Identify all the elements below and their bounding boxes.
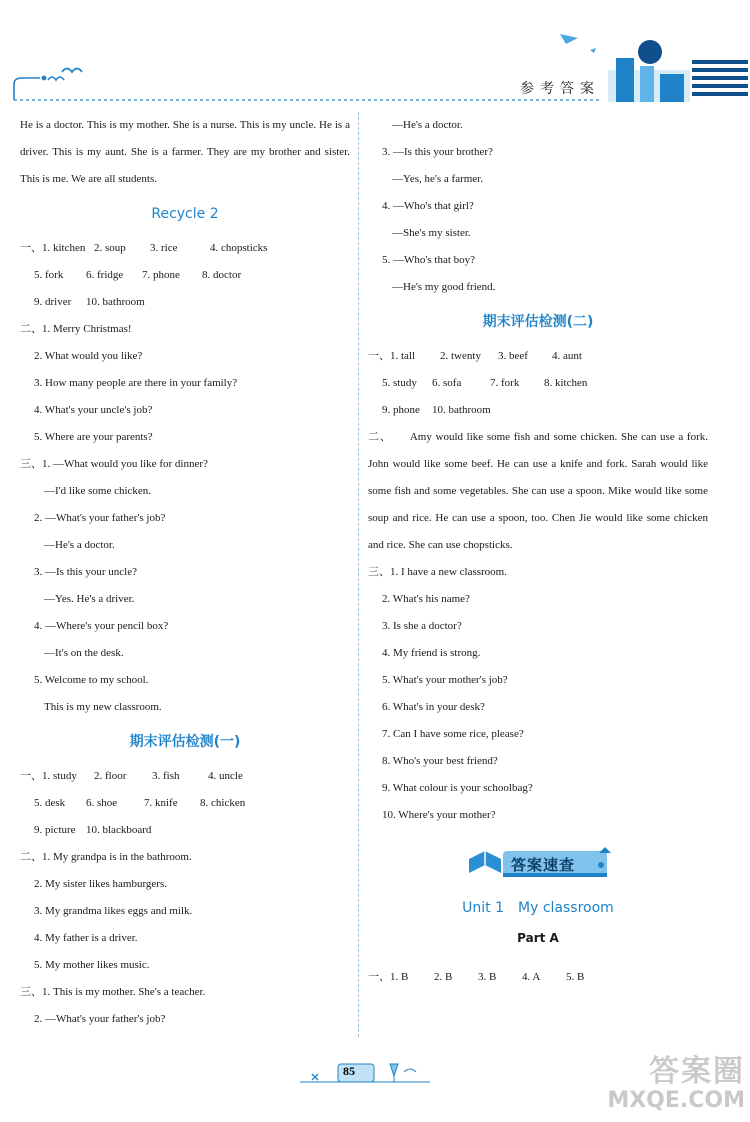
answer-text: 1. This is my mother. She's a teacher.	[42, 986, 206, 998]
answer-row	[20, 817, 350, 844]
answer-line: 3. Is she a doctor?	[382, 620, 462, 632]
answer-line: 5. Where are your parents?	[34, 431, 153, 443]
answer-text: Amy would like some fish and some chicken. She can use a fork. John would like some beef. He can use a knife and fork. Sarah would like some fish and some vegetables. She can use a spoon. Mike would like some soup and rice. He can use a spoon, too. Chen Jie would like some chicken and rice. She can use chopsticks.	[368, 431, 709, 551]
answer-item: 5. desk	[34, 797, 66, 809]
answer-line: 5. Welcome to my school.	[34, 674, 149, 686]
answer-item: 1. B	[390, 971, 409, 983]
answer-text: 1. I have a new classroom.	[390, 566, 507, 578]
left-column	[20, 112, 350, 1033]
answer-line: 8. Who's your best friend?	[382, 755, 498, 767]
watermark	[595, 1055, 745, 1117]
answer-line: 2. What would you like?	[34, 350, 143, 362]
answer-item: 9. driver	[34, 296, 72, 308]
watermark-top: 答案圈	[649, 1054, 745, 1089]
answer-row	[20, 235, 350, 262]
section-marker: 二、	[20, 323, 42, 335]
answer-item: 5. study	[382, 377, 417, 389]
answer-item: 5. fork	[34, 269, 64, 281]
answer-line: 2. What's his name?	[382, 593, 470, 605]
section-marker: 二、	[368, 431, 392, 443]
page-number: 85	[343, 1064, 355, 1078]
answer-line: 10. Where's your mother?	[382, 809, 496, 821]
answer-item: 10. bathroom	[432, 404, 491, 416]
answer-line: 5. —Who's that boy?	[382, 254, 476, 266]
answer-line: 3. —Is this your uncle?	[34, 566, 137, 578]
answer-row	[368, 370, 708, 397]
answer-item: 10. blackboard	[86, 824, 152, 836]
answer-item: 1. study	[42, 770, 77, 782]
answer-line	[20, 451, 350, 478]
answer-line	[368, 559, 708, 586]
answer-line	[20, 979, 350, 1006]
answer-item: 7. knife	[144, 797, 178, 809]
answer-line: —He's my good friend.	[392, 281, 496, 293]
page-footer	[300, 1058, 430, 1088]
answer-item: 8. kitchen	[544, 377, 588, 389]
answer-item: 7. fork	[490, 377, 520, 389]
section-title-recycle2: Recycle 2	[151, 206, 219, 222]
answer-line: 4. My father is a driver.	[34, 932, 138, 944]
answer-item: 3. fish	[152, 770, 180, 782]
section-marker: 三、	[20, 986, 42, 998]
answer-text: 1. My grandpa is in the bathroom.	[42, 851, 192, 863]
answer-line: 4. —Who's that girl?	[382, 200, 474, 212]
answer-quicklook-badge	[463, 843, 613, 883]
section-marker: 三、	[368, 566, 390, 578]
answer-line	[20, 844, 350, 871]
answer-line: 4. My friend is strong.	[382, 647, 481, 659]
answer-text: 1. —What would you like for dinner?	[42, 458, 208, 470]
answer-line: —Yes, he's a farmer.	[392, 173, 483, 185]
answer-row	[20, 289, 350, 316]
column-divider	[358, 112, 359, 1037]
answer-line: 5. My mother likes music.	[34, 959, 150, 971]
answer-item: 2. B	[434, 971, 453, 983]
answer-line: 4. What's your uncle's job?	[34, 404, 153, 416]
answer-line: —He's a doctor.	[44, 539, 115, 551]
answer-line: 9. What colour is your schoolbag?	[382, 782, 533, 794]
section-marker: 一、	[368, 971, 390, 983]
answer-line: 2. —What's your father's job?	[34, 512, 166, 524]
answer-item: 1. kitchen	[42, 242, 86, 254]
answer-line: 5. What's your mother's job?	[382, 674, 508, 686]
badge-label: 答案速查	[511, 856, 576, 874]
answer-row	[20, 790, 350, 817]
answer-item: 1. tall	[390, 350, 416, 362]
section-marker: 一、	[20, 770, 42, 782]
answer-line: 6. What's in your desk?	[382, 701, 485, 713]
answer-line: 3. My grandma likes eggs and milk.	[34, 905, 193, 917]
answer-line: 7. Can I have some rice, please?	[382, 728, 524, 740]
answer-line: —It's on the desk.	[44, 647, 124, 659]
answer-item: 6. sofa	[432, 377, 462, 389]
answer-item: 4. A	[522, 971, 541, 983]
answer-row	[368, 397, 708, 424]
answer-item: 9. phone	[382, 404, 420, 416]
answer-item: 10. bathroom	[86, 296, 145, 308]
answer-item: 6. fridge	[86, 269, 124, 281]
page-header	[0, 0, 750, 110]
answer-line: 2. —What's your father's job?	[34, 1013, 166, 1025]
answer-line: 4. —Where's your pencil box?	[34, 620, 169, 632]
answer-line: 2. My sister likes hamburgers.	[34, 878, 168, 890]
answer-item: 2. soup	[94, 242, 126, 254]
answer-row	[368, 343, 708, 370]
answer-item: 3. beef	[498, 350, 528, 362]
answer-line: —He's a doctor.	[392, 119, 463, 131]
answer-item: 2. floor	[94, 770, 127, 782]
footer-decoration	[300, 1058, 430, 1088]
answer-item: 7. phone	[142, 269, 180, 281]
answer-paragraph	[368, 424, 708, 559]
answer-item: 5. B	[566, 971, 585, 983]
answer-item: 9. picture	[34, 824, 76, 836]
answer-item: 2. twenty	[440, 350, 481, 362]
answer-item: 3. rice	[150, 242, 178, 254]
answer-item: 8. doctor	[202, 269, 242, 281]
header-title: 参考答案	[520, 81, 600, 97]
answer-line	[20, 316, 350, 343]
answer-text: 1. Merry Christmas!	[42, 323, 132, 335]
header-decoration	[0, 0, 750, 110]
section-title-unit1: Unit 1 My classroom	[462, 900, 614, 916]
answer-line: This is my new classroom.	[44, 701, 162, 713]
answer-row	[20, 262, 350, 289]
answer-item: 6. shoe	[86, 797, 118, 809]
part-label: Part A	[517, 931, 559, 945]
section-marker: 三、	[20, 458, 42, 470]
answer-line: 3. How many people are there in your family?	[34, 377, 238, 389]
answer-item: 4. chopsticks	[210, 242, 268, 254]
intro-paragraph: He is a doctor. This is my mother. She is a nurse. This is my uncle. He is a driver. This is my aunt. She is a farmer. They are my brother and sister. This is me. We are all students.	[20, 119, 350, 185]
answer-line: —She's my sister.	[392, 227, 471, 239]
section-title-exam1: 期末评估检测(一)	[129, 734, 241, 750]
watermark-bottom: MXQE.COM	[607, 1088, 745, 1113]
answer-line: 3. —Is this your brother?	[382, 146, 493, 158]
answer-item: 3. B	[478, 971, 497, 983]
answer-line: —Yes. He's a driver.	[44, 593, 135, 605]
section-marker: 一、	[368, 350, 390, 362]
answer-item: 8. chicken	[200, 797, 246, 809]
answer-item: 4. aunt	[552, 350, 582, 362]
answer-line: —I'd like some chicken.	[44, 485, 152, 497]
answer-row	[368, 964, 708, 991]
section-marker: 二、	[20, 851, 42, 863]
answer-row	[20, 763, 350, 790]
section-title-exam2: 期末评估检测(二)	[482, 314, 594, 330]
answer-item: 4. uncle	[208, 770, 243, 782]
right-column	[368, 112, 708, 991]
section-marker: 一、	[20, 242, 42, 254]
